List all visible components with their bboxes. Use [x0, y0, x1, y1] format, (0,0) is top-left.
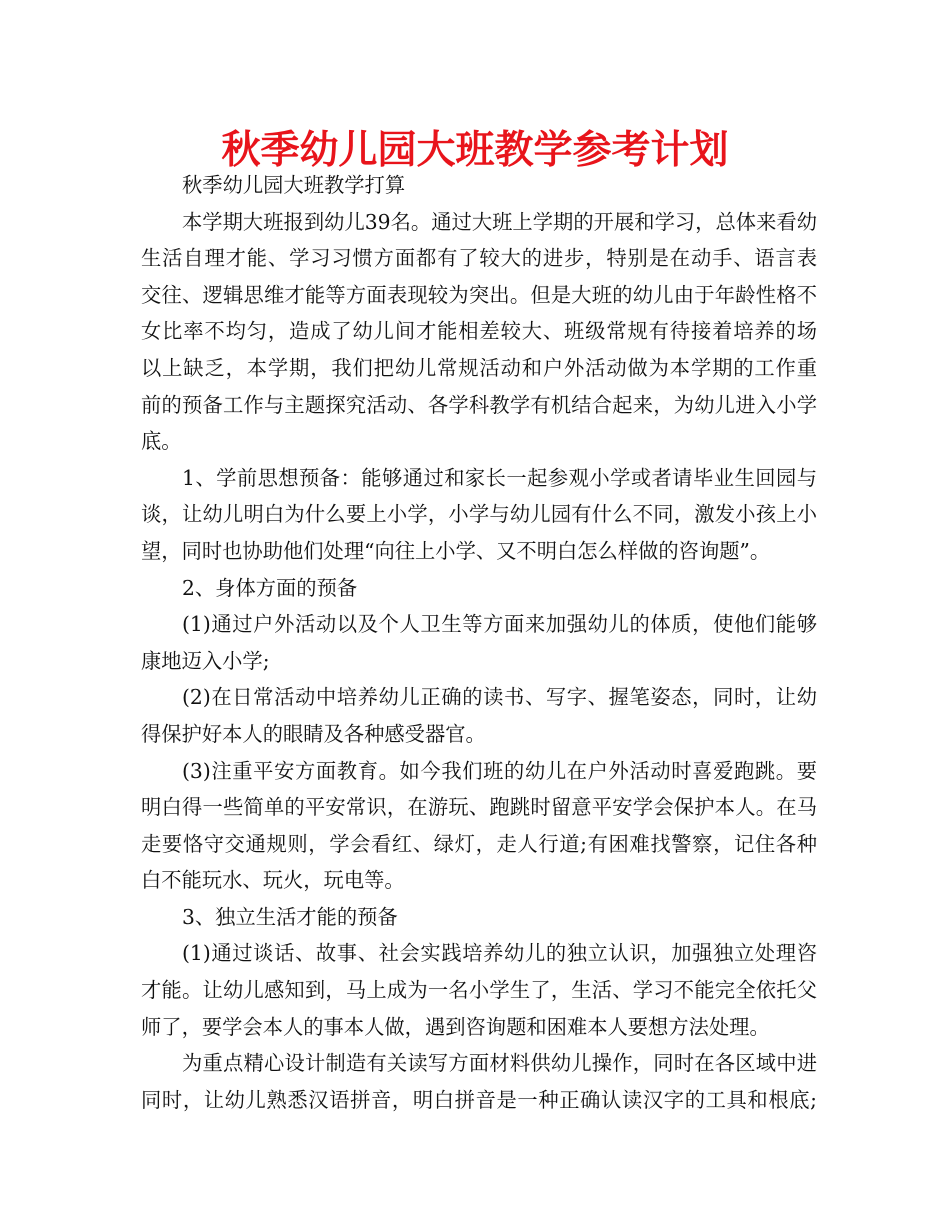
text-line: 望，同时也协助他们处理“向往上小学、又不明白怎么样做的咨询题”。 [141, 538, 771, 563]
text-line: 走要恪守交通规则，学会看红、绿灯，走人行道;有困难找警察，记住各种 [141, 831, 817, 856]
paragraph [141, 935, 817, 1045]
text-line: 明白得一些简单的平安常识，在游玩、跑跳时留意平安学会保护本人。在马 [141, 795, 817, 820]
paragraph [141, 899, 817, 936]
text-line: 同时，让幼儿熟悉汉语拼音，明白拼音是一种正确认读汉字的工具和根底; [141, 1087, 817, 1112]
text-line: 1、学前思想预备：能够通过和家长一起参观小学或者请毕业生回园与 [182, 465, 817, 490]
text-line: 女比率不均匀，造成了幼儿间才能相差较大、班级常规有待接着培养的场 [141, 319, 817, 344]
paragraph [141, 679, 817, 752]
text-line: 秋季幼儿园大班教学打算 [182, 173, 406, 197]
text-line: 底。 [141, 429, 182, 454]
text-line: 本学期大班报到幼儿39名。通过大班上学期的开展和学习，总体来看幼 [182, 209, 817, 234]
text-line: (3)注重平安方面教育。如今我们班的幼儿在户外活动时喜爱跑跳。要 [182, 758, 817, 783]
paragraph [141, 167, 817, 204]
paragraph [141, 460, 817, 570]
paragraph [141, 753, 817, 899]
paragraph [141, 1045, 817, 1118]
text-line: 得保护好本人的眼睛及各种感受器官。 [141, 721, 486, 746]
text-line: (2)在日常活动中培养幼儿正确的读书、写字、握笔姿态，同时，让幼 [182, 685, 817, 710]
text-line: 为重点精心设计制造有关读写方面材料供幼儿操作，同时在各区域中进 [182, 1051, 817, 1076]
document-title: 秋季幼儿园大班教学参考计划 [221, 128, 729, 173]
paragraph [141, 606, 817, 679]
text-line: 康地迈入小学; [141, 648, 270, 673]
text-line: 生活自理才能、学习习惯方面都有了较大的进步，特别是在动手、语言表 [141, 246, 817, 271]
text-line: 2、身体方面的预备 [182, 575, 358, 600]
text-line: 白不能玩水、玩火，玩电等。 [141, 868, 405, 893]
paragraph [141, 570, 817, 607]
document-body [141, 167, 817, 1118]
text-line: 才能。让幼儿感知到，马上成为一名小学生了，生活、学习不能完全依托父 [141, 978, 817, 1003]
text-line: 以上缺乏，本学期，我们把幼儿常规活动和户外活动做为本学期的工作重 [141, 355, 817, 380]
text-line: (1)通过户外活动以及个人卫生等方面来加强幼儿的体质，使他们能够 [182, 612, 817, 637]
text-line: 谈，让幼儿明白为什么要上小学，小学与幼儿园有什么不同，激发小孩上小 [141, 502, 817, 527]
text-line: 师了，要学会本人的事本人做，遇到咨询题和困难本人要想方法处理。 [141, 1014, 770, 1039]
text-line: 前的预备工作与主题探究活动、各学科教学有机结合起来，为幼儿进入小学 [141, 392, 817, 417]
text-line: 交往、逻辑思维才能等方面表现较为突出。但是大班的幼儿由于年龄性格不 [141, 282, 817, 307]
paragraph [141, 204, 817, 460]
text-line: 3、独立生活才能的预备 [182, 904, 398, 929]
text-line: (1)通过谈话、故事、社会实践培养幼儿的独立认识，加强独立处理咨 [182, 941, 817, 966]
